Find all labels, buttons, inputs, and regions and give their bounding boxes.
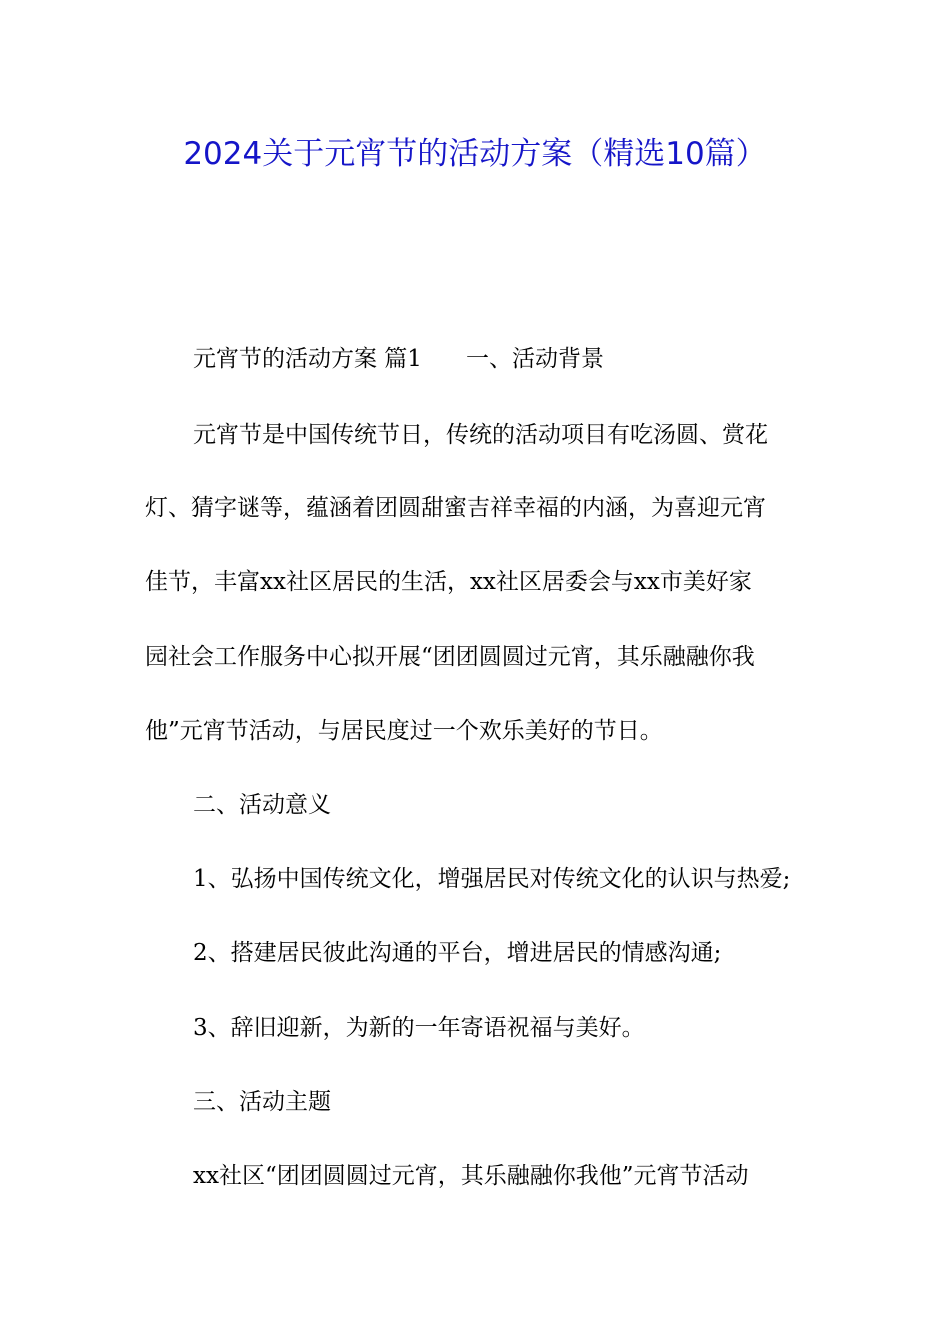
paragraph-line: 他”元宵节活动，与居民度过一个欢乐美好的节日。 (145, 718, 663, 744)
section-heading: 三、活动主题 (193, 1089, 331, 1115)
plan-heading: 元宵节的活动方案 篇1 (193, 346, 422, 372)
section-heading: 二、活动意义 (193, 792, 331, 818)
list-item: 3、辞旧迎新，为新的一年寄语祝福与美好。 (193, 1015, 645, 1041)
paragraph-line: 佳节，丰富xx社区居民的生活，xx社区居委会与xx市美好家 (145, 569, 752, 595)
paragraph-line: 灯、猜字谜等，蕴涵着团圆甜蜜吉祥幸福的内涵，为喜迎元宵 (145, 495, 766, 521)
list-item: 1、弘扬中国传统文化，增强居民对传统文化的认识与热爱; (193, 866, 791, 892)
paragraph-line: 元宵节是中国传统节日，传统的活动项目有吃汤圆、赏花 (193, 422, 768, 448)
section-background-heading: 一、活动背景 (465, 346, 604, 372)
plan-heading-line (193, 343, 604, 375)
list-item: 2、搭建居民彼此沟通的平台，增进居民的情感沟通; (193, 940, 722, 966)
paragraph-line: xx社区“团团圆圆过元宵，其乐融融你我他”元宵节活动 (193, 1163, 749, 1189)
document-title: 2024关于元宵节的活动方案（精选10篇） (183, 136, 767, 172)
paragraph-line: 园社会工作服务中心拟开展“团团圆圆过元宵，其乐融融你我 (145, 644, 755, 670)
